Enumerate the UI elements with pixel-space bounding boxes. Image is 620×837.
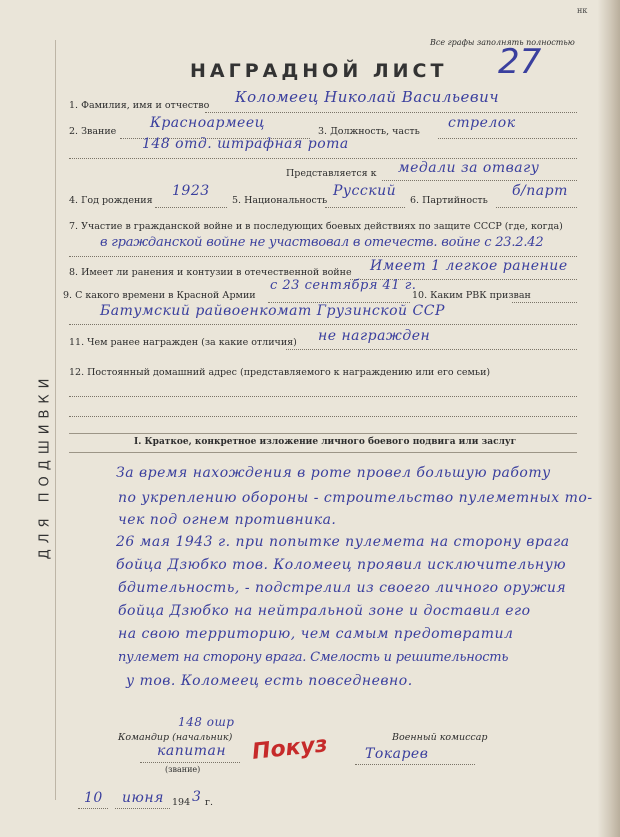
field-6-line [496,207,577,208]
rank-caption: (звание) [165,765,201,774]
field-9-label: 9. С какого времени в Красной Армии [63,290,256,301]
field-3-line [438,138,577,139]
field-1-value: Коломеец Николай Васильевич [235,88,500,106]
section-heading: I. Краткое, конкретное изложение личного боевого подвига или заслуг [134,437,517,447]
field-11-label: 11. Чем ранее награжден (за какие отличия) [69,337,297,348]
field-6-label: 6. Партийность [410,195,488,206]
presented-value: медали за отвагу [398,160,540,176]
field-12-line-2 [69,416,577,417]
field-5-value: Русский [333,183,397,199]
corner-mark: нк [577,6,588,15]
date-month: июня [122,790,164,806]
narrative-line: бойца Дзюбко тов. Коломеец проявил исключительную [116,557,567,573]
field-11-value: не награжден [318,328,431,344]
date-year-prefix: 194 [172,797,191,808]
presented-label: Представляется к [286,168,377,179]
narrative-line: чек под огнем противника. [118,512,337,528]
header-note: Все графы заполнять полностью [430,38,575,47]
section-rule-top [69,433,577,434]
rank-handwritten: капитан [157,743,227,759]
field-6-value: б/парт [512,183,568,199]
paper-edge [598,0,620,837]
field-4-value: 1923 [172,183,210,199]
date-day: 10 [84,790,103,806]
field-10-label: 10. Каким РВК призван [412,290,531,301]
field-3-line-2 [69,158,577,159]
commander-signature: Покуз [250,732,329,765]
narrative-line: пулемет на сторону врага. Смелость и решительность [118,650,509,665]
field-7-value: в гражданской войне не участвовал в отечеств. войне с 23.2.42 [100,235,544,250]
commissar-signature: Токарев [365,746,429,762]
field-5-line [325,207,405,208]
field-3-value: стрелок [448,115,516,131]
field-1-label: 1. Фамилия, имя и отчество [69,100,210,111]
side-label: ДЛЯ ПОДШИВКИ [37,372,53,560]
field-1-line [205,112,577,113]
field-12-label: 12. Постоянный домашний адрес (представляемого к награждению или его семьи) [69,367,491,378]
rank-line [140,762,240,763]
section-rule-bottom [69,452,577,453]
field-10-line [69,324,577,325]
field-2-value: Красноармеец [150,115,265,131]
narrative-line: по укреплению обороны - строительство пулеметных то- [118,490,593,506]
binding-margin [6,316,84,616]
field-4-label: 4. Год рождения [69,195,153,206]
narrative-line: 26 мая 1943 г. при попытке пулемета на сторону врага [116,534,570,550]
field-3-label: 3. Должность, часть [318,126,420,137]
field-10-value: Батумский райвоенкомат Грузинской ССР [100,303,445,319]
field-4-line [155,207,227,208]
field-5-label: 5. Национальность [232,195,328,206]
commissar-line [355,764,475,765]
presented-line [382,180,577,181]
unit-handwritten: 148 ошр [178,715,235,729]
date-day-line [78,808,108,809]
date-month-line [115,808,170,809]
narrative-line: бойца Дзюбко на нейтральной зоне и доставил его [118,603,531,619]
date-suffix: г. [205,797,213,808]
field-2-label: 2. Звание [69,126,117,137]
commander-label: Командир (начальник) [118,732,233,743]
sheet-number: 27 [498,42,542,82]
narrative-line: бдительность, - подстрелил из своего личного оружия [118,580,567,596]
field-12-line [69,396,577,397]
field-10-line-a [512,302,577,303]
page-title: НАГРАДНОЙ ЛИСТ [190,60,448,82]
field-7-label: 7. Участие в гражданской войне и в последующих боевых действиях по защите СССР (где, когда) [69,221,563,232]
field-7-line [69,256,577,257]
field-3-value-2: 148 отд. штрафная рота [142,136,349,152]
narrative-line: на свою территорию, чем самым предотвратил [118,626,514,642]
field-8-value: Имеет 1 легкое ранение [370,258,568,274]
narrative-line: За время нахождения в роте провел большую работу [116,465,551,481]
field-11-line [286,349,577,350]
narrative-line: у тов. Коломеец есть повседневно. [126,673,413,689]
field-8-label: 8. Имеет ли ранения и контузии в отечественной войне [69,267,352,278]
date-year-digit: 3 [192,789,202,805]
commissar-label: Военный комиссар [392,732,488,743]
field-9-value: с 23 сентября 41 г. [270,278,417,293]
